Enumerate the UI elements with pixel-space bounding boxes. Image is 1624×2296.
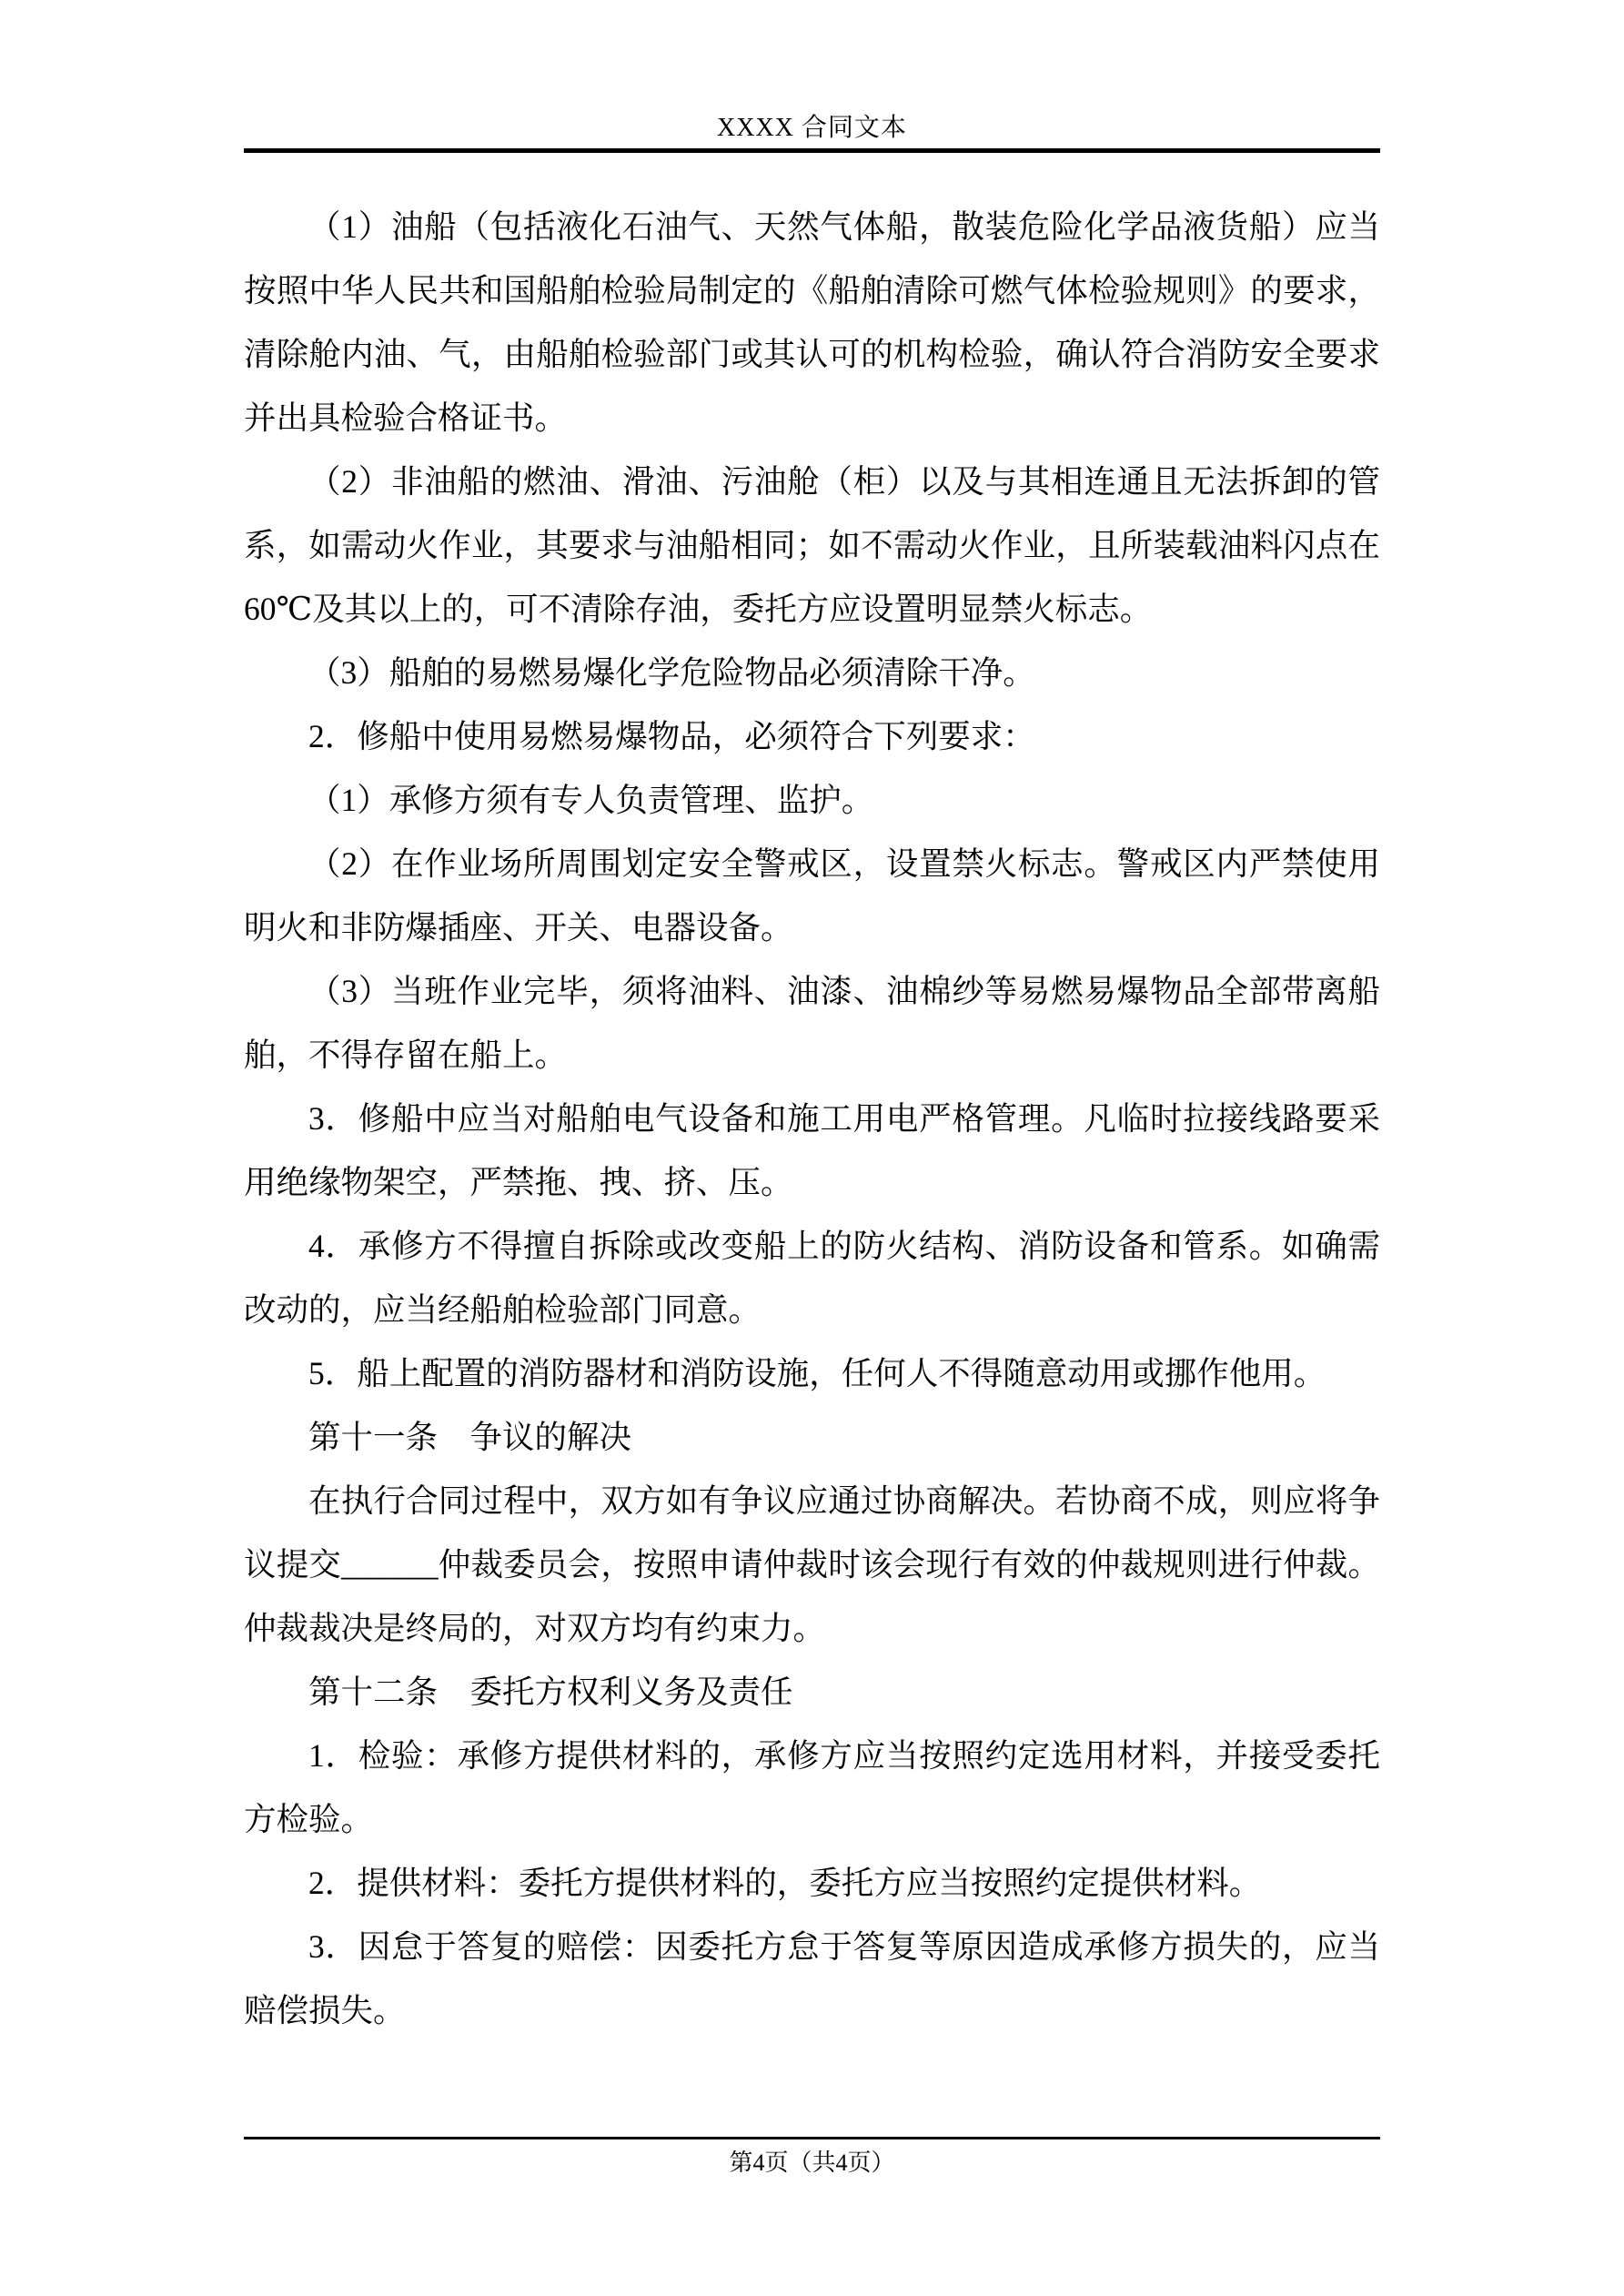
paragraph-material-supply: 2．提供材料：委托方提供材料的，委托方应当按照约定提供材料。 <box>308 1865 1262 1901</box>
paragraph-safety-zone: （2）在作业场所周围划定安全警戒区，设置禁火标志。警戒区内严禁使用明火和非防爆插座、开关、电器设备。 <box>244 845 1380 946</box>
page-header-title: XXXX 合同文本 <box>717 114 907 142</box>
paragraph-fire-equipment-usage: 5．船上配置的消防器材和消防设施，任何人不得随意动用或挪作他用。 <box>308 1355 1326 1391</box>
paragraph-dangerous-goods-removal: （3）船舶的易燃易爆化学危险物品必须清除干净。 <box>308 654 1035 691</box>
header-rule <box>244 148 1380 153</box>
paragraph-flammable-materials-rules: 2．修船中使用易燃易爆物品，必须符合下列要求： <box>308 718 1035 754</box>
heading-article-11: 第十一条 争议的解决 <box>308 1419 632 1455</box>
heading-article-12: 第十二条 委托方权利义务及责任 <box>308 1674 793 1710</box>
paragraph-fire-structure-changes: 4．承修方不得擅自拆除或改变船上的防火结构、消防设备和管系。如确需改动的，应当经船舶检验部门同意。 <box>244 1228 1380 1328</box>
footer-rule <box>244 2137 1380 2139</box>
paragraph-oil-ship-requirement: （1）油船（包括液化石油气、天然气体船，散装危险化学品液货船）应当按照中华人民共和国船舶检验局制定的《船舶清除可燃气体检验规则》的要求，清除舱内油、气，由船舶检验部门或其认可的机构检验，确认符合消防安全要求并出具检验合格证书。 <box>244 208 1380 436</box>
paragraph-dedicated-supervisor: （1）承修方须有专人负责管理、监护。 <box>308 782 874 818</box>
contract-body <box>244 195 1380 2042</box>
paragraph-inspection: 1．检验：承修方提供材料的，承修方应当按照约定选用材料，并接受委托方检验。 <box>244 1737 1380 1837</box>
paragraph-electrical-management: 3．修船中应当对船舶电气设备和施工用电严格管理。凡临时拉接线路要采用绝缘物架空，严禁拖、拽、挤、压。 <box>244 1100 1380 1200</box>
paragraph-delay-compensation: 3．因怠于答复的赔偿：因委托方怠于答复等原因造成承修方损失的，应当赔偿损失。 <box>244 1928 1380 2028</box>
page-number: 第4页（共4页） <box>729 2149 895 2176</box>
paragraph-end-of-shift-removal: （3）当班作业完毕，须将油料、油漆、油棉纱等易燃易爆物品全部带离船舶，不得存留在船上。 <box>244 973 1380 1073</box>
paragraph-non-oil-ship-requirement: （2）非油船的燃油、滑油、污油舱（柜）以及与其相连通且无法拆卸的管系，如需动火作业，其要求与油船相同；如不需动火作业，且所装载油料闪点在60℃及其以上的，可不清除存油，委托方应设置明显禁火标志。 <box>244 463 1380 627</box>
paragraph-dispute-resolution: 在执行合同过程中，双方如有争议应通过协商解决。若协商不成，则应将争议提交______仲裁委员会，按照申请仲裁时该会现行有效的仲裁规则进行仲裁。仲裁裁决是终局的，对双方均有约束力。 <box>244 1482 1380 1646</box>
